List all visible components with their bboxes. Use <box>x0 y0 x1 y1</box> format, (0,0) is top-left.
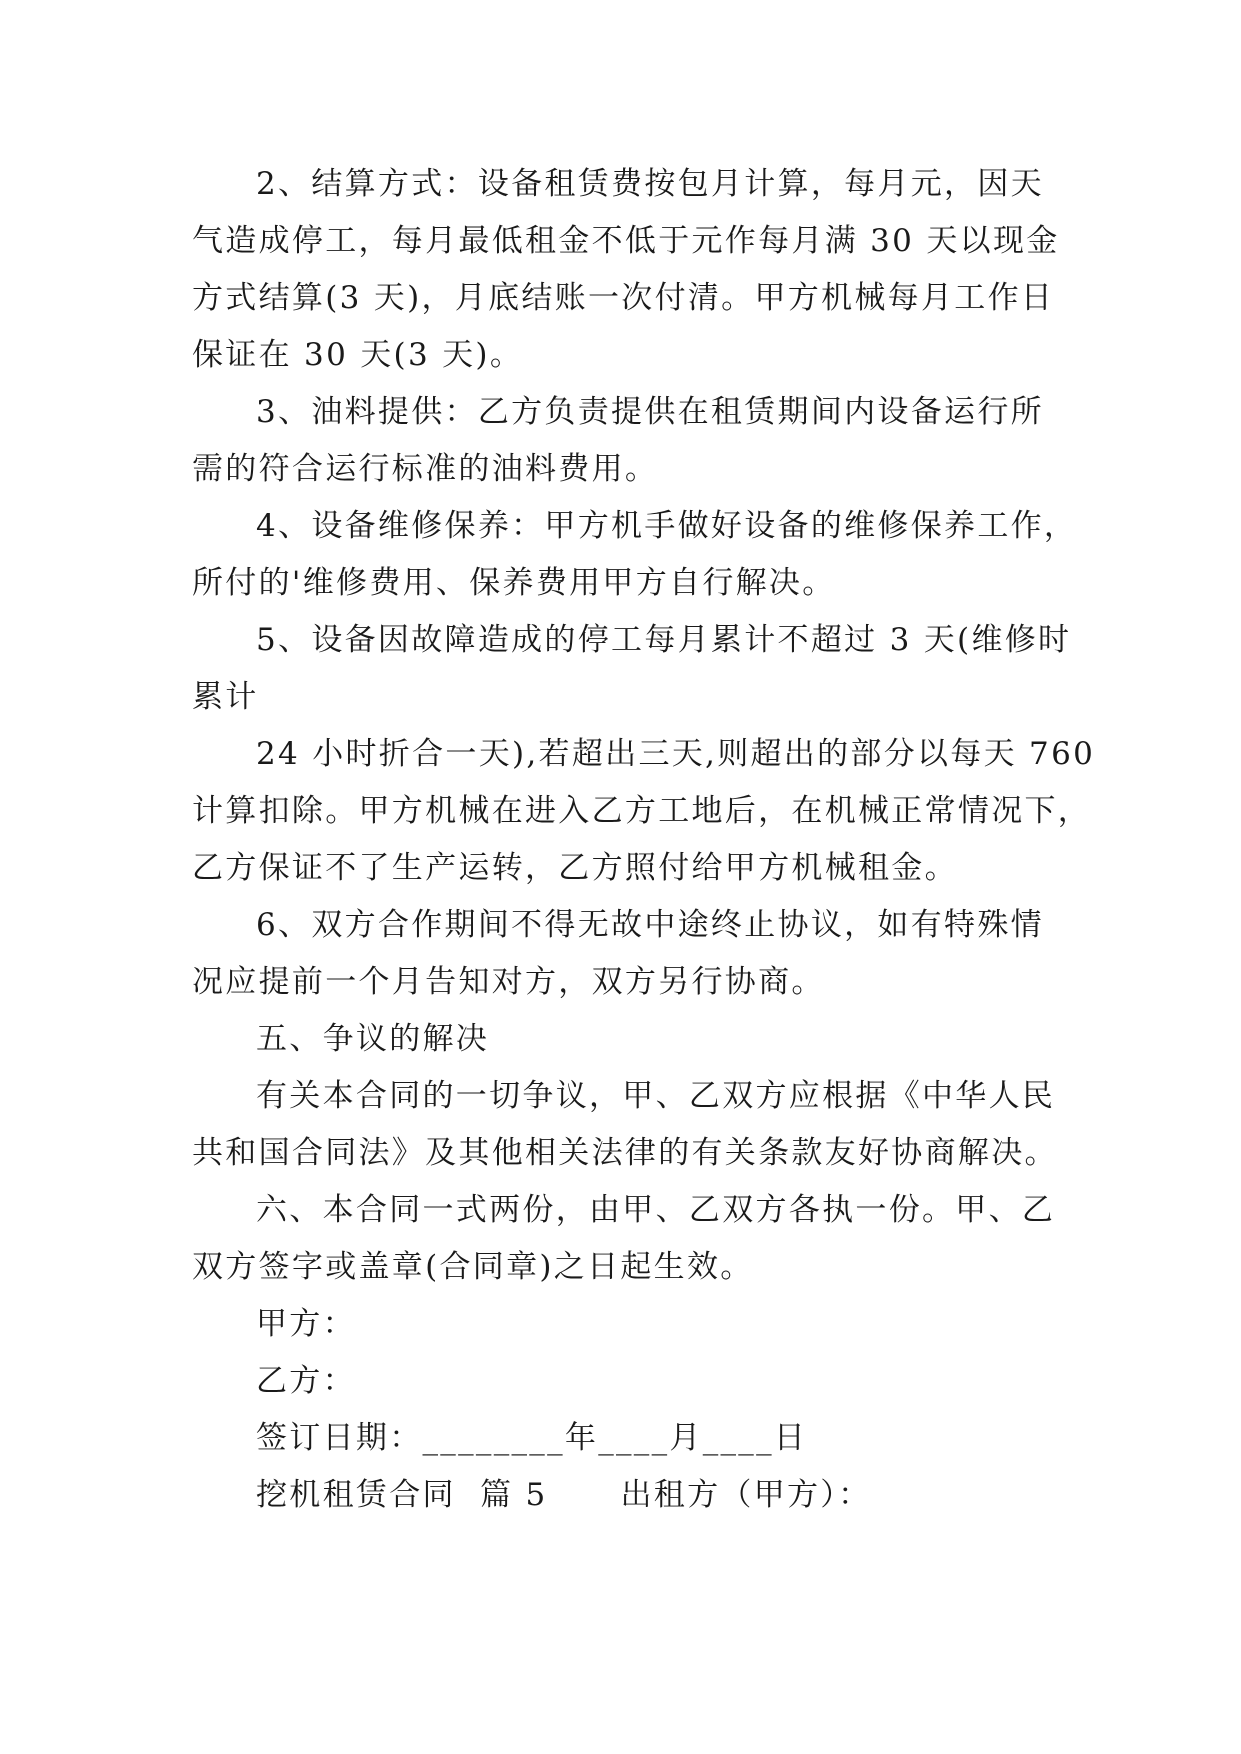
text-line: 累计 <box>192 679 259 715</box>
text-line: 方式结算(3 天)，月底结账一次付清。甲方机械每月工作日 <box>192 280 1055 316</box>
section-heading: 五、争议的解决 <box>256 1021 490 1057</box>
text-line: 共和国合同法》及其他相关法律的有关条款友好协商解决。 <box>192 1135 1058 1171</box>
text-line: 3、油料提供：乙方负责提供在租赁期间内设备运行所 <box>256 394 1044 430</box>
text-line: 2、结算方式：设备租赁费按包月计算，每月元，因天 <box>256 166 1044 202</box>
text-line: 计算扣除。甲方机械在进入乙方工地后，在机械正常情况下， <box>192 793 1092 829</box>
text-line: 气造成停工，每月最低租金不低于元作每月满 30 天以现金 <box>192 223 1060 259</box>
text-line: 双方签字或盖章(合同章)之日起生效。 <box>192 1249 754 1285</box>
text-line: 有关本合同的一切争议，甲、乙双方应根据《中华人民 <box>256 1078 1056 1114</box>
text-line: 5、设备因故障造成的停工每月累计不超过 3 天(维修时 <box>256 622 1072 658</box>
text-line: 六、本合同一式两份，由甲、乙双方各执一份。甲、乙 <box>256 1192 1056 1228</box>
next-contract-heading: 挖机租赁合同 篇 5 出租方（甲方）： <box>256 1477 872 1513</box>
text-line: 24 小时折合一天),若超出三天,则超出的部分以每天 760 <box>256 736 1096 772</box>
text-line: 4、设备维修保养：甲方机手做好设备的维修保养工作， <box>256 508 1078 544</box>
party-b-signature-line: 乙方： <box>256 1363 356 1399</box>
text-line: 6、双方合作期间不得无故中途终止协议，如有特殊情 <box>256 907 1044 943</box>
text-line: 保证在 30 天(3 天)。 <box>192 337 524 373</box>
text-line: 所付的'维修费用、保养费用甲方自行解决。 <box>192 565 836 601</box>
text-line: 况应提前一个月告知对方，双方另行协商。 <box>192 964 825 1000</box>
text-line: 乙方保证不了生产运转，乙方照付给甲方机械租金。 <box>192 850 958 886</box>
text-line: 需的符合运行标准的油料费用。 <box>192 451 659 487</box>
party-a-signature-line: 甲方： <box>256 1306 356 1342</box>
signing-date-line: 签订日期：________年____月____日 <box>256 1420 808 1456</box>
